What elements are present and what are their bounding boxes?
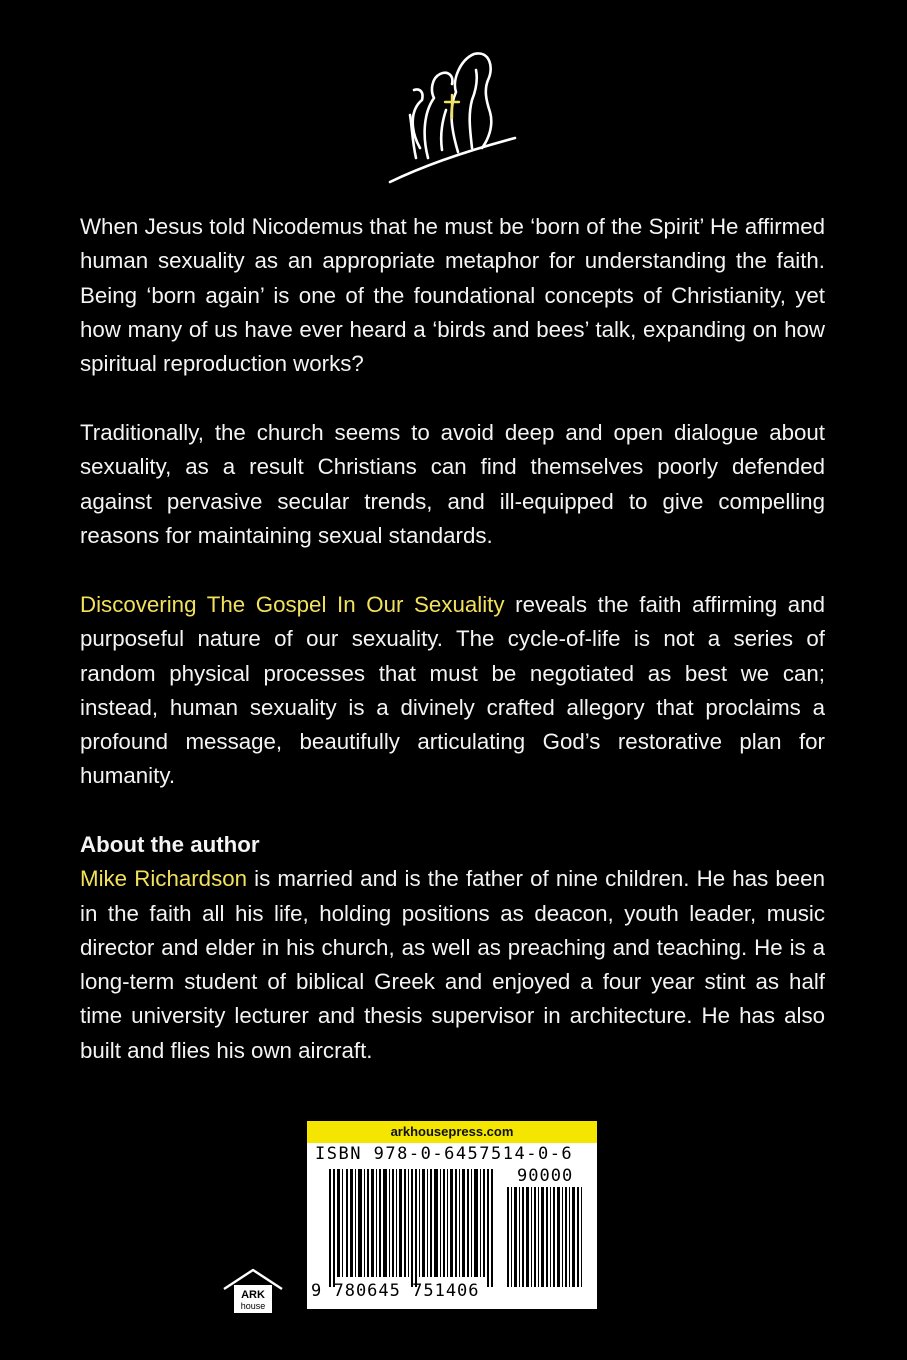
isbn-barcode xyxy=(307,1121,597,1309)
paragraph-1-text: When Jesus told Nicodemus that he must be ‘born of the Spirit’ He affirmed human sexuality as an appropriate metaphor for understanding the faith. Being ‘born again’ is one of the foundational concepts of Christianity, yet how many of us have ever heard a ‘birds and bees’ talk, expanding on how spiritual reproduction works? xyxy=(80,214,825,377)
ark-logo-text-top: ARK xyxy=(241,1289,265,1301)
publisher-website: arkhousepress.com xyxy=(307,1121,597,1143)
ark-logo-text-bottom: house xyxy=(240,1301,266,1311)
isbn-label: ISBN 978-0-6457514-0-6 xyxy=(315,1144,574,1164)
price-code: 90000 xyxy=(517,1166,574,1186)
about-author-section xyxy=(80,828,825,1068)
ark-house-icon xyxy=(220,1267,286,1315)
ean-digits: 9 780645 751406 xyxy=(311,1281,480,1301)
about-heading: About the author xyxy=(80,832,260,857)
author-name: Mike Richardson xyxy=(80,866,248,892)
blurb-paragraph-1 xyxy=(80,210,825,381)
blurb-paragraph-3 xyxy=(80,588,825,794)
book-title-highlight: Discovering The Gospel In Our Sexuality xyxy=(80,592,505,617)
author-bio: is married and is the father of nine children. He has been in the faith all his life, holding positions as deacon, youth leader, music director and elder in his church, as well as preaching and teaching. He is a long-term student of biblical Greek and enjoyed a four year stint as half time university lecturer and thesis supervisor in architecture. He has also built and flies his own aircraft. xyxy=(80,866,825,1063)
couple-with-cross-icon xyxy=(380,40,525,190)
blurb-paragraph-2 xyxy=(80,416,825,553)
paragraph-3-text: reveals the faith affirming and purposeful nature of our sexuality. The cycle-of-life is not a series of random physical processes that must be negotiated as best we can; instead, human sexuality is a divinely crafted allegory that proclaims a profound message, beautifully articulating God’s restorative plan for humanity. xyxy=(80,592,825,789)
paragraph-2-text: Traditionally, the church seems to avoid deep and open dialogue about sexuality, as a result Christians can find themselves poorly defended against pervasive secular trends, and ill-equipped to give compelling reasons for maintaining sexual standards. xyxy=(80,420,825,548)
